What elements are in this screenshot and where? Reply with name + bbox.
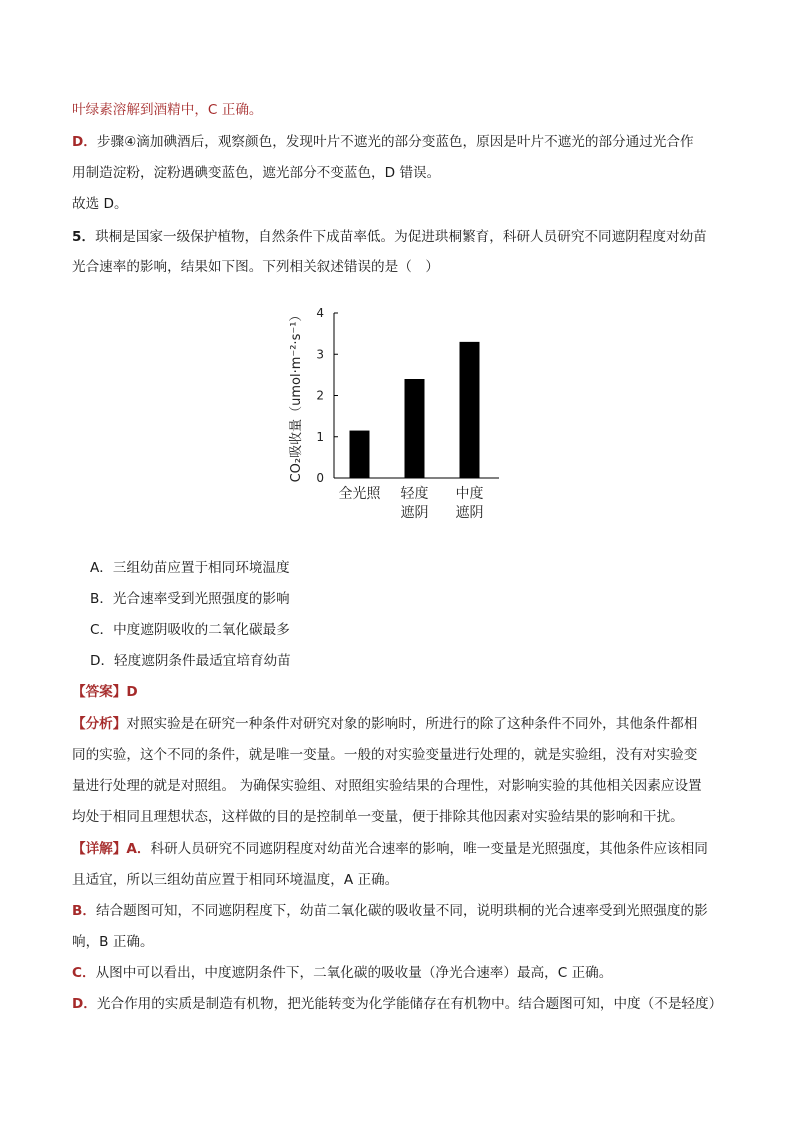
detail-line-c1 (72, 963, 612, 983)
x-tick-label: 全光照 (338, 486, 381, 502)
prev-d-label: D． (72, 134, 97, 150)
prev-explanation-line: 叶绿素溶解到酒精中，C 正确。 (72, 102, 263, 118)
prev-d-text-1: 步骤④滴加碘酒后，观察颜色，发现叶片不遮光的部分变蓝色，原因是叶片不遮光的部分通过光合作 (96, 134, 694, 150)
y-axis-ticks (316, 306, 338, 485)
bar-2 (405, 379, 425, 478)
question-line-2: 光合速率的影响，结果如下图。下列相关叙述错误的是（ ） (72, 259, 440, 275)
y-tick-label: 3 (316, 347, 324, 362)
detail-d-text-1: 光合作用的实质是制造有机物，把光能转变为化学能储存在有机物中。结合题图可知，中度（不是轻度） (96, 996, 723, 1012)
analysis-line-3: 量进行处理的就是对照组。 为确保实验组、对照组实验结果的合理性，对影响实验的其他相关因素应设置 (72, 778, 702, 794)
detail-c-text-1: 从图中可以看出，中度遮阴条件下，二氧化碳的吸收量（净光合速率）最高，C 正确。 (95, 965, 613, 981)
y-axis-label-group (288, 309, 304, 483)
detail-b-label: B． (72, 903, 96, 919)
answer-tag: 【答案】 (72, 684, 127, 700)
detail-line-a1 (72, 839, 708, 859)
question-number: 5． (72, 229, 96, 245)
y-tick-label: 2 (316, 388, 324, 403)
answer-line (72, 682, 138, 702)
question-text-1: 珙桐是国家一级保护植物，自然条件下成苗率低。为促进珙桐繁育，科研人员研究不同遮阴程度对幼苗 (95, 229, 707, 245)
detail-line-d1 (72, 994, 722, 1014)
option-b[interactable]: B．光合速率受到光照强度的影响 (90, 591, 290, 607)
detail-c-label: C． (72, 965, 96, 981)
prev-option-d-line1 (72, 132, 694, 152)
x-tick-label: 轻度 (400, 486, 429, 502)
y-tick-label: 4 (316, 306, 324, 320)
co2-uptake-bar-chart (282, 302, 512, 532)
analysis-line-2: 同的实验，这个不同的条件，就是唯一变量。一般的对实验变量进行处理的，就是实验组，没有对实验变 (72, 747, 698, 763)
analysis-line-1 (72, 714, 697, 734)
x-tick-label: 遮阴 (400, 505, 429, 521)
option-c[interactable]: C．中度遮阴吸收的二氧化碳最多 (90, 622, 290, 638)
x-tick-label: 遮阴 (455, 505, 484, 521)
x-tick-label: 中度 (455, 486, 484, 502)
detail-tag: 【详解】 (72, 841, 127, 857)
answer-value: D (126, 684, 138, 700)
question-line-1 (72, 227, 707, 247)
analysis-tag: 【分析】 (72, 716, 127, 732)
option-a[interactable]: A．三组幼苗应置于相同环境温度 (90, 560, 290, 576)
detail-d-label: D． (72, 996, 97, 1012)
detail-line-a2: 且适宜，所以三组幼苗应置于相同环境温度，A 正确。 (72, 872, 399, 888)
y-tick-label: 0 (316, 471, 324, 485)
y-tick-label: 1 (316, 429, 324, 444)
detail-line-b1 (72, 901, 708, 921)
detail-a-text-1: 科研人员研究不同遮阴程度对幼苗光合速率的影响，唯一变量是光照强度，其他条件应该相同 (150, 841, 708, 857)
option-d[interactable]: D．轻度遮阴条件最适宜培育幼苗 (90, 653, 291, 669)
y-axis-label: CO₂吸收量（umol·m⁻²·s⁻¹） (289, 308, 304, 483)
bar-3 (460, 342, 480, 478)
prev-choose-line: 故选 D。 (72, 196, 128, 212)
chart-bars (350, 342, 480, 478)
detail-line-b2: 响，B 正确。 (72, 934, 154, 950)
detail-a-label: A． (126, 841, 151, 857)
prev-option-d-line2: 用制造淀粉，淀粉遇碘变蓝色，遮光部分不变蓝色，D 错误。 (72, 165, 441, 181)
bar-1 (350, 431, 370, 478)
x-axis-labels (339, 485, 484, 521)
analysis-line-4: 均处于相同且理想状态，这样做的目的是控制单一变量，便于排除其他因素对实验结果的影响和干扰。 (72, 809, 684, 825)
analysis-text-1: 对照实验是在研究一种条件对研究对象的影响时，所进行的除了这种条件不同外，其他条件都相 (126, 716, 698, 732)
detail-b-text-1: 结合题图可知，不同遮阴程度下，幼苗二氧化碳的吸收量不同，说明珙桐的光合速率受到光照强度的影 (95, 903, 708, 919)
